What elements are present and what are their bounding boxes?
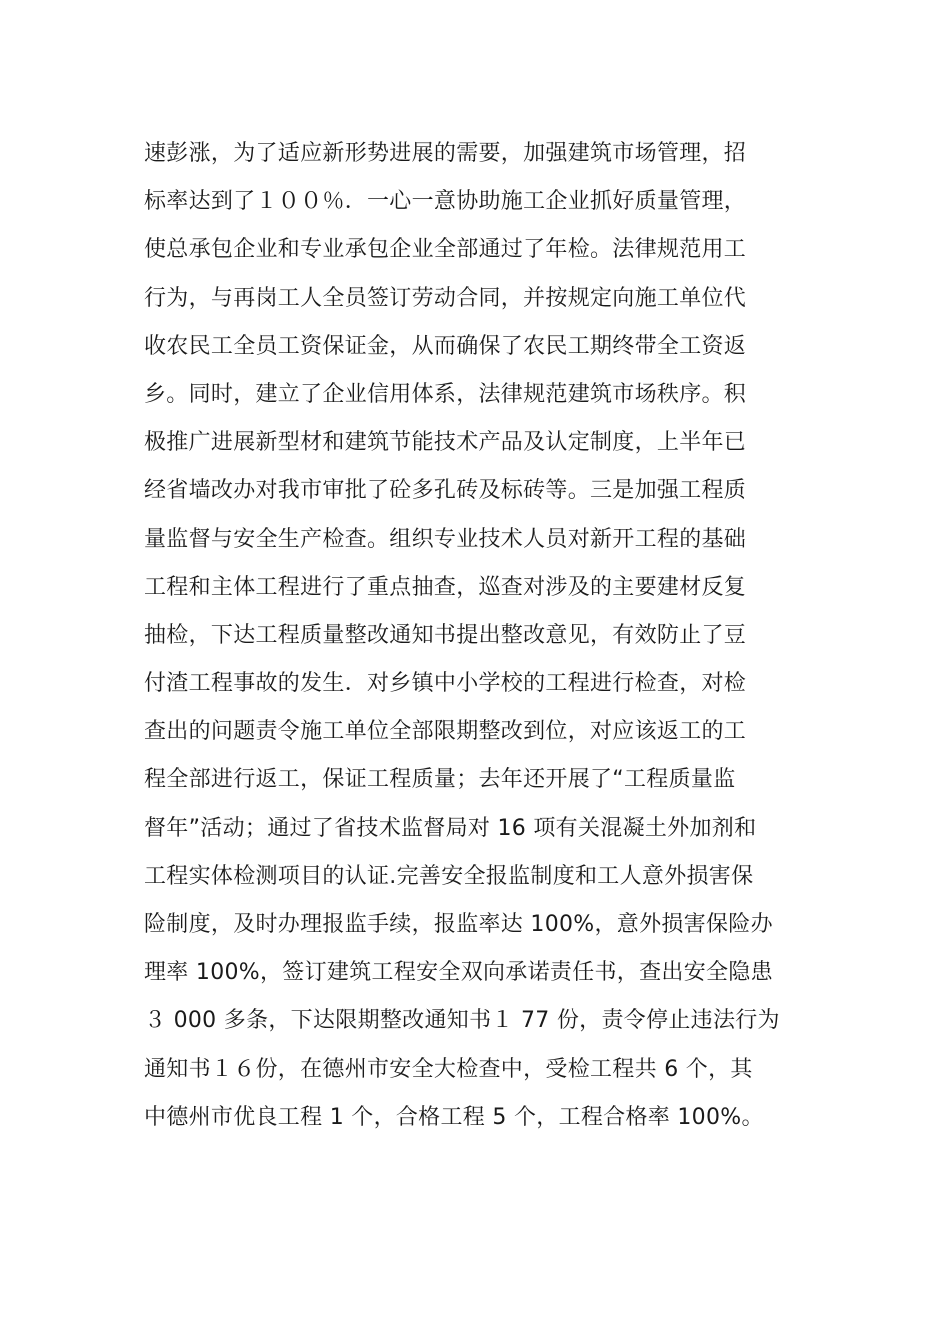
text-line: 速彭涨，为了适应新形势进展的需要，加强建筑市场管理，招: [144, 141, 747, 166]
text-line: 督年”活动；通过了省技术监督局对 16 项有关混凝土外加剂和: [144, 815, 757, 841]
text-line: ３ 000 多条，下达限期整改通知书１ 77 份，责令停止违法行为: [144, 1008, 780, 1034]
text-line: 中德州市优良工程 1 个，合格工程 5 个，工程合格率 100%。: [144, 1104, 764, 1130]
text-line: 付渣工程事故的发生．对乡镇中小学校的工程进行检查，对检: [144, 671, 747, 697]
text-line: 乡。同时，建立了企业信用体系，法律规范建筑市场秩序。积: [144, 381, 747, 407]
text-line: 查出的问题责令施工单位全部限期整改到位，对应该返工的工: [144, 719, 747, 745]
body-paragraph: [144, 130, 814, 1142]
text-line: 使总承包企业和专业承包企业全部通过了年检。法律规范用工: [144, 237, 747, 263]
text-line: 行为，与再岗工人全员签订劳动合同，并按规定向施工单位代: [144, 285, 747, 311]
text-line: 标率达到了１００％．一心一意协助施工企业抓好质量管理，: [144, 189, 747, 215]
text-line: 险制度，及时办理报监手续，报监率达 100%，意外损害保险办: [144, 912, 773, 937]
text-line: 收农民工全员工资保证金，从而确保了农民工期终带全工资返: [144, 333, 747, 359]
text-line: 经省墙改办对我市审批了砼多孔砖及标砖等。三是加强工程质: [144, 478, 747, 504]
text-line: 工程和主体工程进行了重点抽查，巡查对涉及的主要建材反复: [144, 574, 747, 600]
text-line: 程全部进行返工，保证工程质量；去年还开展了“工程质量监: [144, 767, 736, 793]
text-line: 极推广进展新型材和建筑节能技术产品及认定制度，上半年已: [144, 430, 747, 456]
text-line: 通知书１６份，在德州市安全大检查中，受检工程共 6 个，其: [144, 1056, 753, 1082]
text-line: 量监督与安全生产检查。组织专业技术人员对新开工程的基础: [144, 526, 747, 552]
text-line: 工程实体检测项目的认证.完善安全报监制度和工人意外损害保: [144, 863, 754, 889]
text-line: 理率 100%，签订建筑工程安全双向承诺责任书，查出安全隐患: [144, 960, 773, 986]
text-line: 抽检，下达工程质量整改通知书提出整改意见，有效防止了豆: [144, 622, 747, 648]
